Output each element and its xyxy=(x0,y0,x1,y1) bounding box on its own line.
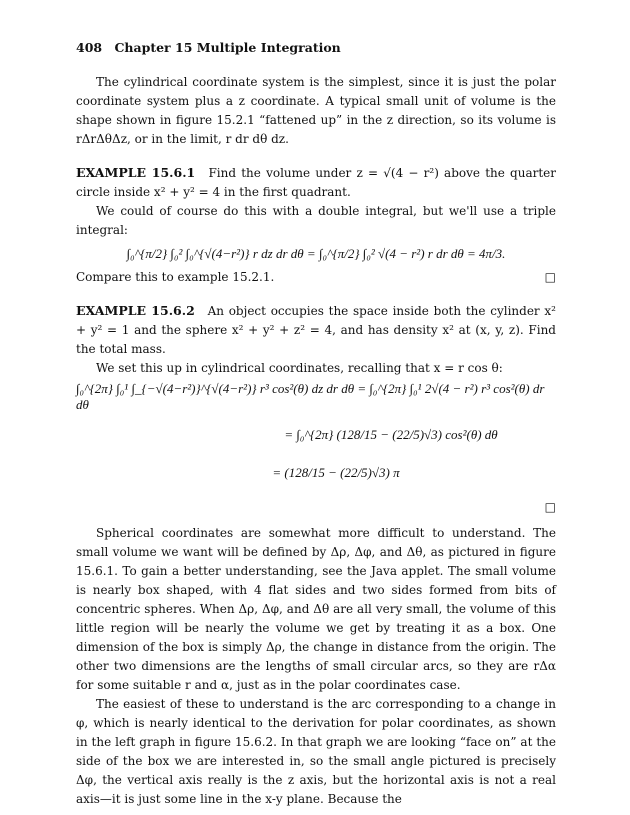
spherical-paragraph-1: Spherical coordinates are somewhat more difficult to understand. The small volume we want will be defined by Δρ, Δφ, and Δθ, as pictured in figure 15.6.1. To gain a better understanding, see the Java applet. The small volume is nearly box shaped, with 4 flat sides and two sides formed from bits of concentric spheres. When Δρ, Δφ, and Δθ are all very small, the volume of this little region will be nearly the volume we get by treating it as a box. One dimension of the box is simply Δρ, the change in distance from the origin. The other two dimensions are the lengths of small circular arcs, so they are rΔα for some suitable r and α, just as in the polar coordinates case. xyxy=(76,526,556,692)
example2-equation-line1: ∫₀^{2π} ∫₀¹ ∫_{−√(4−r²)}^{√(4−r²)} r³ cos²(θ) dz dr dθ = ∫₀^{2π} ∫₀¹ 2√(4 − r²) r³ cos²(θ) dr dθ xyxy=(76,381,545,412)
textbook-page xyxy=(76,40,556,809)
intro-paragraph: The cylindrical coordinate system is the simplest, since it is just the polar coordinate system plus a z coordinate. A typical small unit of volume is the shape shown in figure 15.2.1 “fattened up” in the z direction, so its volume is rΔrΔθΔz, or in the limit, r dr dθ dz. xyxy=(76,75,556,146)
example1-compare-text: Compare this to example 15.2.1. xyxy=(76,270,275,284)
example1-statement: Find the volume under z = √(4 − r²) above the quarter circle inside x² + y² = 4 in the first quadrant. xyxy=(76,166,556,199)
example1-text2: We could of course do this with a double integral, but we'll use a triple integral: xyxy=(76,204,556,237)
spherical-paragraph-2: The easiest of these to understand is the arc corresponding to a change in φ, which is nearly identical to the derivation for polar coordinates, as shown in the left graph in figure 15.6.2. In that graph we are looking “face on” at the side of the box we are interested in, so the small angle pictured is precisely Δφ, the vertical axis really is the z axis, but the horizontal axis is not a real axis—it is just some line in the x-y plane. Because the xyxy=(76,697,556,806)
example1-equation: ∫₀^{π/2} ∫₀² ∫₀^{√(4−r²)} r dz dr dθ = ∫₀^{π/2} ∫₀² √(4 − r²) r dr dθ = 4π/3. xyxy=(126,246,506,261)
example2-title: EXAMPLE 15.6.2 xyxy=(76,303,195,318)
example2-equation-line3: = (128/15 − (22/5)√3) π xyxy=(272,465,400,480)
chapter-title: Chapter 15 Multiple Integration xyxy=(114,40,341,55)
page-header xyxy=(76,40,556,55)
example2-statement: An object occupies the space inside both the cylinder x² + y² = 1 and the sphere x² + y² + z² = 4, and has density x² at (x, y, z). Find the total mass. xyxy=(76,304,556,356)
qed-symbol-2: □ xyxy=(544,500,556,514)
example-15-6-2 xyxy=(76,301,556,514)
qed-symbol: □ xyxy=(544,270,556,284)
example1-compare xyxy=(76,268,556,287)
example1-title: EXAMPLE 15.6.1 xyxy=(76,165,196,180)
example-15-6-1 xyxy=(76,163,556,287)
page-number: 408 xyxy=(76,40,103,55)
example2-text2: We set this up in cylindrical coordinates, recalling that x = r cos θ: xyxy=(96,361,503,375)
example2-equation-line2: = ∫₀^{2π} (128/15 − (22/5)√3) cos²(θ) dθ xyxy=(284,427,498,442)
